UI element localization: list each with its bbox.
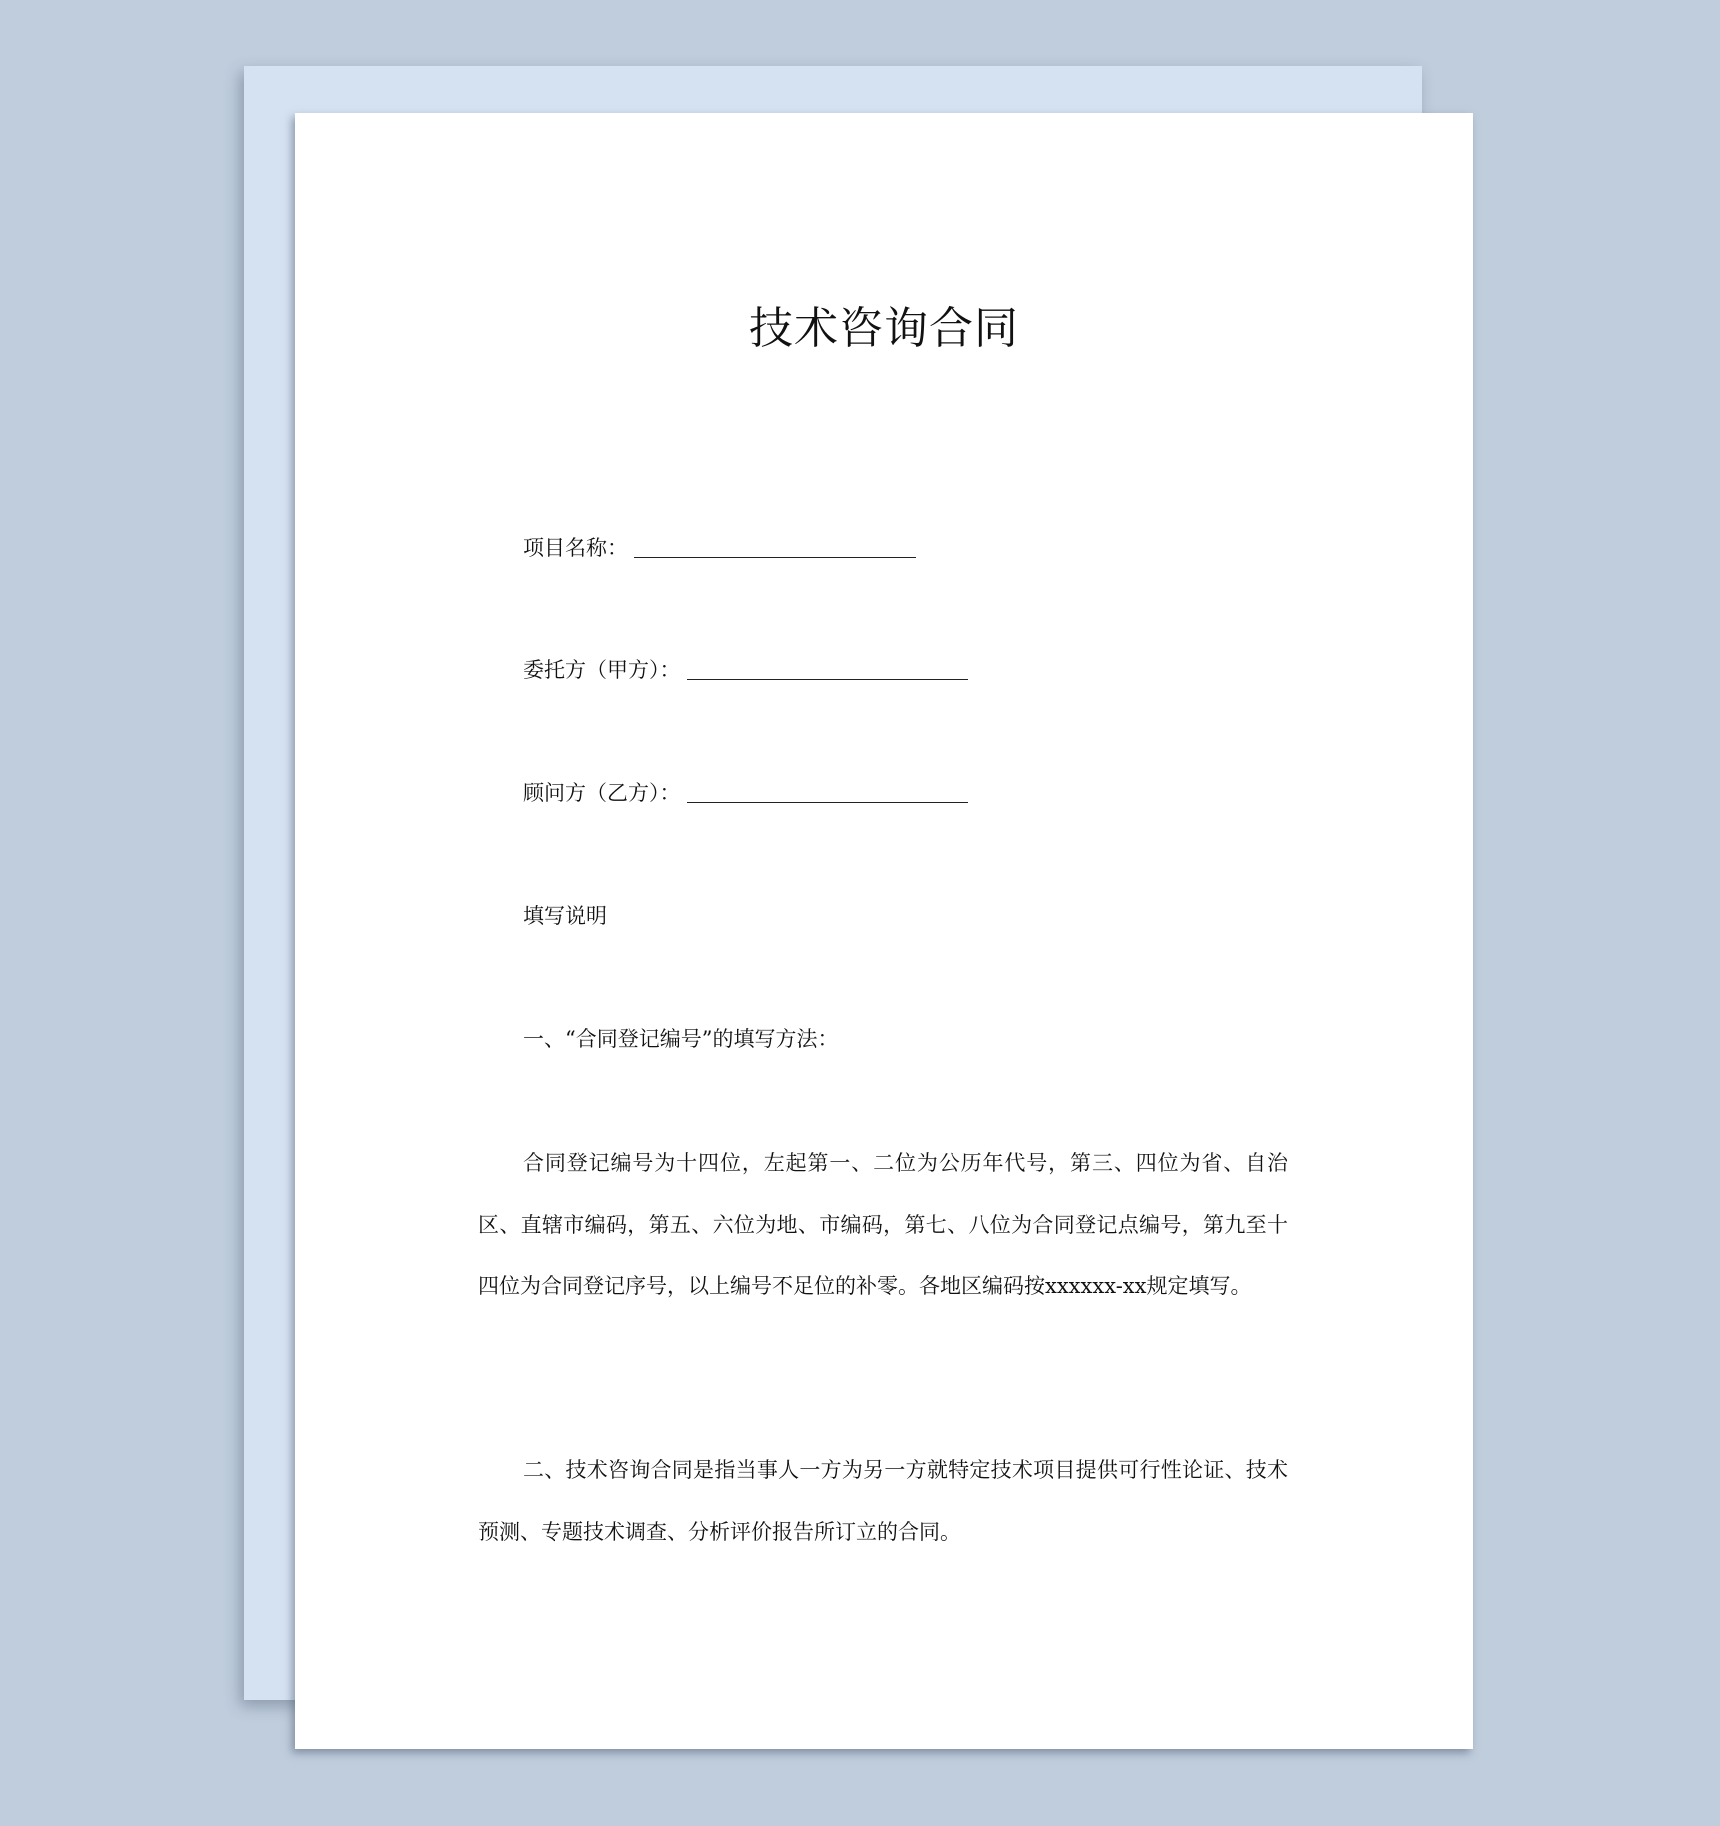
consultant-party-field [523,778,968,808]
consultant-party-label: 顾问方（乙方）： [523,781,681,805]
project-name-field [523,533,916,563]
client-party-blank[interactable] [687,679,968,680]
client-party-field [523,655,968,685]
document-title: 技术咨询合同 [749,303,1019,354]
consultant-party-blank[interactable] [687,802,968,803]
section2-paragraph: 二、技术咨询合同是指当事人一方为另一方就特定技术项目提供可行性论证、技术预测、专题技术调查、分析评价报告所订立的合同。 [478,1458,1288,1544]
notes-heading: 填写说明 [523,904,607,928]
client-party-label: 委托方（甲方）： [523,658,681,682]
project-name-blank[interactable] [634,557,916,558]
section1-heading: 一、“合同登记编号”的填写方法： [523,1027,839,1051]
document-page [295,113,1473,1749]
section1-paragraph: 合同登记编号为十四位，左起第一、二位为公历年代号，第三、四位为省、自治区、直辖市编码，第五、六位为地、市编码，第七、八位为合同登记点编号，第九至十四位为合同登记序号，以上编号不足位的补零。各地区编码按xxxxxx-xx规定填写。 [478,1151,1288,1298]
project-name-label: 项目名称： [523,536,628,560]
